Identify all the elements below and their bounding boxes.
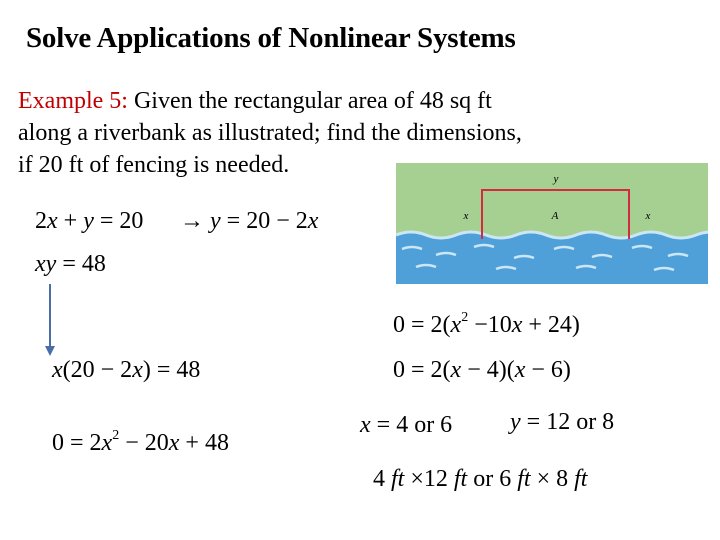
- label-x-left: x: [463, 210, 469, 222]
- problem-line-3: if 20 ft of fencing is needed.: [18, 152, 290, 178]
- label-x-right: x: [645, 210, 651, 222]
- equation-y-solved: → y = 20 − 2x: [180, 208, 319, 234]
- problem-text-1: Given the rectangular area of 48 sq ft: [127, 88, 492, 114]
- equation-factored-gcf: $0 = 2(x^2 -10x + 24)$: [393, 310, 580, 338]
- problem-line-1: [18, 85, 708, 117]
- label-y: y: [553, 173, 559, 185]
- x-solutions: x = 4 or 6: [360, 412, 453, 438]
- y-solutions: y = 12 or 8: [510, 409, 615, 435]
- equation-factored: 0 = 2(x − 4)(x − 6): [393, 357, 571, 383]
- right-arrow-icon: →: [180, 208, 204, 234]
- label-area: A: [551, 210, 559, 222]
- river: [396, 232, 708, 284]
- equation-expanded: $0 = 2x^2 - 20x + 48$: [52, 428, 229, 456]
- down-arrow-icon: [42, 284, 58, 356]
- final-dimensions: 4 ft ×12 ft or 6 ft × 8 ft: [373, 466, 588, 492]
- example-label: Example 5:: [18, 88, 128, 114]
- equation-perimeter: 2x + y = 20: [35, 208, 144, 234]
- riverbank-figure: [396, 163, 708, 284]
- problem-line-2: along a riverbank as illustrated; find the dimensions,: [18, 120, 522, 146]
- equation-area: xy = 48: [35, 251, 106, 277]
- slide-title: Solve Applications of Nonlinear Systems: [26, 22, 516, 54]
- equation-substitution: x(20 − 2x) = 48: [52, 357, 201, 383]
